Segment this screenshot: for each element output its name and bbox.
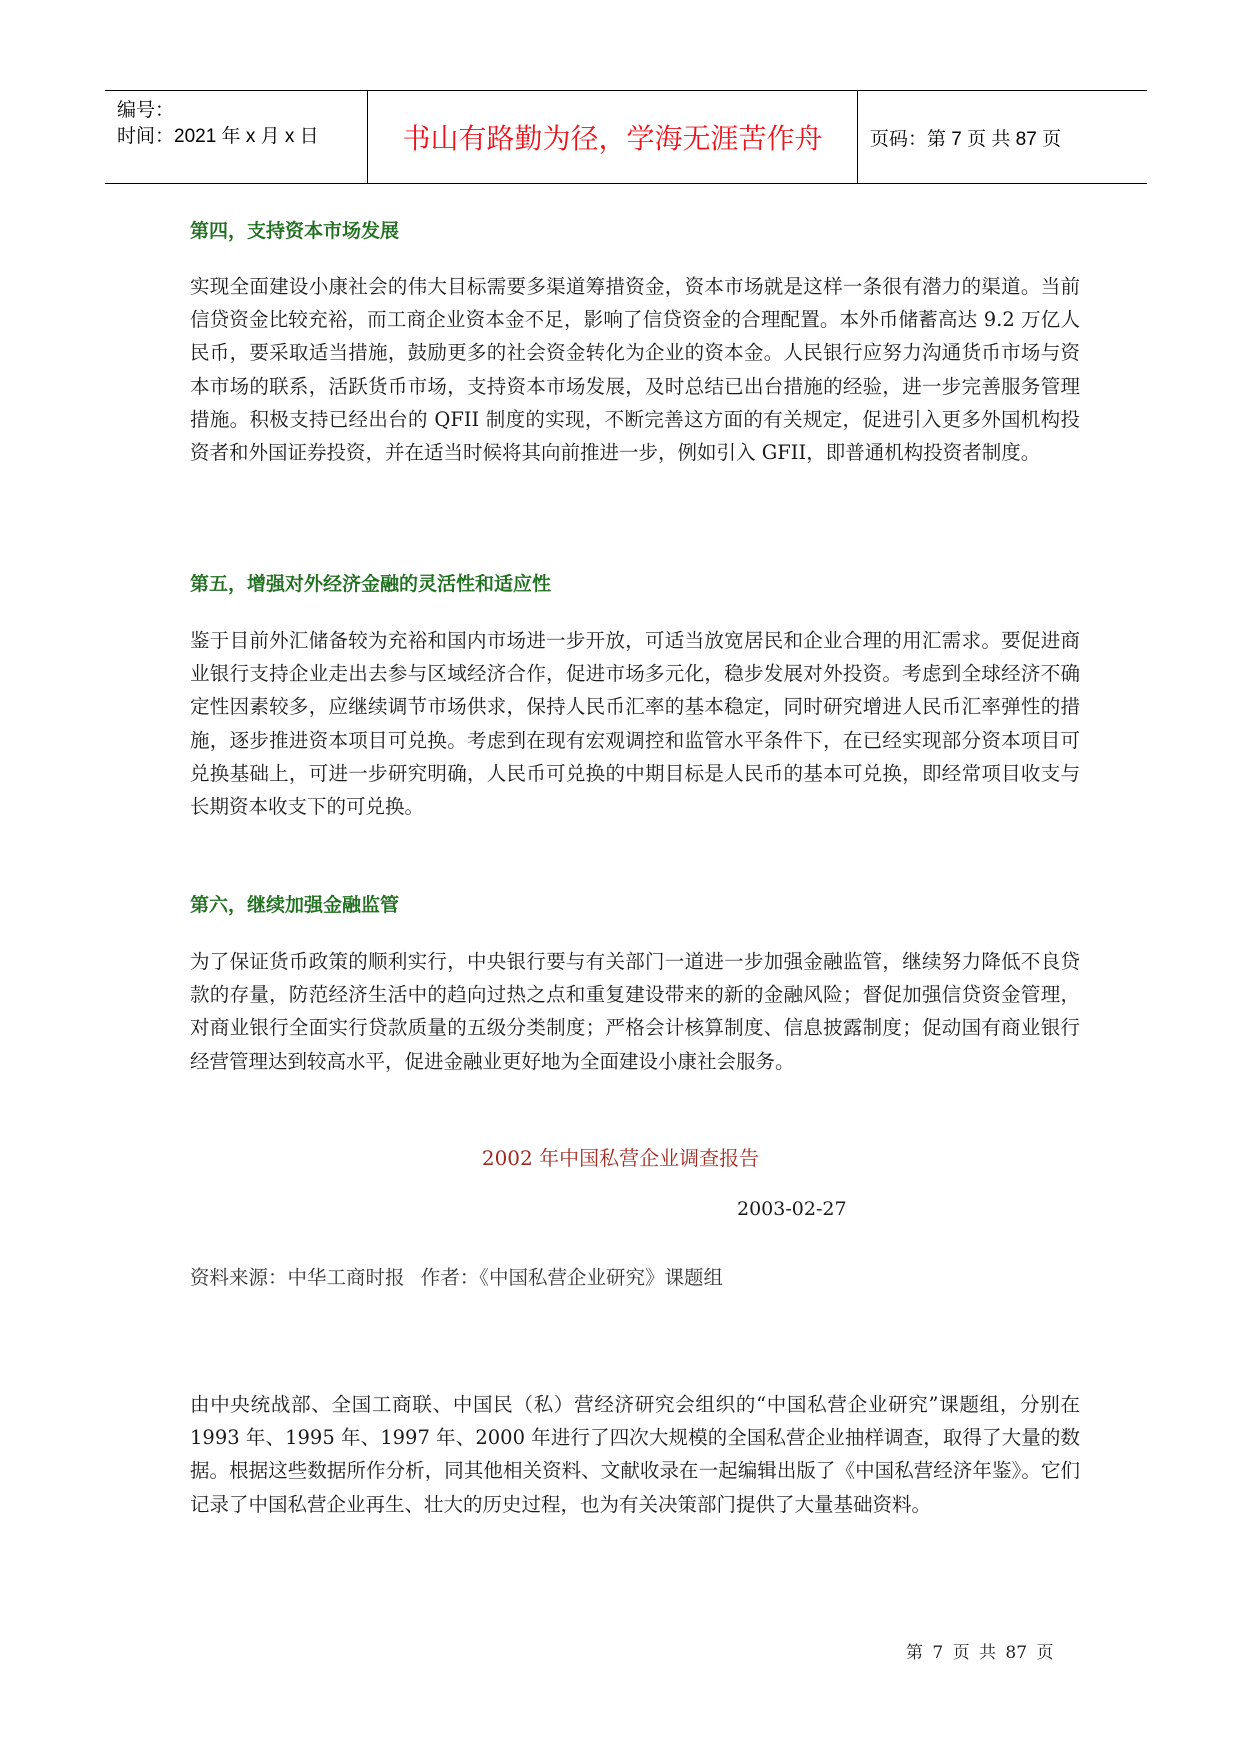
section-heading-6: 第六，继续加强金融监管 <box>190 894 400 916</box>
section-heading-4: 第四，支持资本市场发展 <box>190 220 400 242</box>
report-date: 2003-02-27 <box>737 1198 847 1220</box>
report-title: 2002 年中国私营企业调查报告 <box>481 1146 760 1170</box>
page-header <box>105 90 1147 184</box>
section-paragraph-6: 为了保证货币政策的顺利实行，中央银行要与有关部门一道进一步加强金融监管，继续努力降低不良贷款的存量，防范经济生活中的趋向过热之点和重复建设带来的新的金融风险；督促加强信贷资金管理，对商业银行全面实行贷款质量的五级分类制度；严格会计核算制度、信息披露制度；促动国有商业银行经营管理达到较高水平，促进金融业更好地为全面建设小康社会服务。 <box>190 950 1080 1073</box>
section-paragraph-4: 实现全面建设小康社会的伟大目标需要多渠道筹措资金，资本市场就是这样一条很有潜力的渠道。当前信贷资金比较充裕，而工商企业资本金不足，影响了信贷资金的合理配置。本外币储蓄高达 9.2 万亿人民币，要采取适当措施，鼓励更多的社会资金转化为企业的资本金。人民银行应努力沟通货币市场与资本市场的联系，活跃货币市场，支持资本市场发展，及时总结已出台措施的经验，进一步完善服务管理措施。积极支持已经出台的 QFII 制度的实现，不断完善这方面的有关规定，促进引入更多外国机构投资者和外国证券投资，并在适当时候将其向前推进一步，例如引入 GFII，即普通机构投资者制度。 <box>190 275 1080 465</box>
page-footer: 第 7 页 共 87 页 <box>906 1643 1054 1663</box>
header-page-info: 页码：第 7 页 共 87 页 <box>870 129 1062 150</box>
time-label: 时间：2021 年 x 月 x 日 <box>117 126 319 147</box>
header-meta-cell <box>105 91 368 183</box>
report-intro-paragraph: 由中央统战部、全国工商联、中国民（私）营经济研究会组织的“中国私营企业研究”课题组，分别在 1993 年、1995 年、1997 年、2000 年进行了四次大规模的全国私营企业抽样调查，取得了大量的数据。根据这些数据所作分析，同其他相关资料、文献收录在一起编辑出版了《中国私营经济年鉴》。它们记录了中国私营企业再生、壮大的历史过程，也为有关决策部门提供了大量基础资料。 <box>190 1393 1080 1516</box>
header-page-cell <box>858 91 1147 183</box>
section-paragraph-5: 鉴于目前外汇储备较为充裕和国内市场进一步开放，可适当放宽居民和企业合理的用汇需求。要促进商业银行支持企业走出去参与区域经济合作，促进市场多元化，稳步发展对外投资。考虑到全球经济不确定性因素较多，应继续调节市场供求，保持人民币汇率的基本稳定，同时研究增进人民币汇率弹性的措施，逐步推进资本项目可兑换。考虑到在现有宏观调控和监管水平条件下，在已经实现部分资本项目可兑换基础上，可进一步研究明确，人民币可兑换的中期目标是人民币的基本可兑换，即经常项目收支与长期资本收支下的可兑换。 <box>190 629 1080 819</box>
number-label: 编号： <box>117 100 175 121</box>
section-heading-5: 第五，增强对外经济金融的灵活性和适应性 <box>190 573 552 595</box>
header-motto-cell <box>368 91 858 183</box>
motto: 书山有路勤为径，学海无涯苦作舟 <box>402 122 823 155</box>
report-source: 资料来源：中华工商时报 作者：《中国私营企业研究》课题组 <box>190 1266 723 1289</box>
